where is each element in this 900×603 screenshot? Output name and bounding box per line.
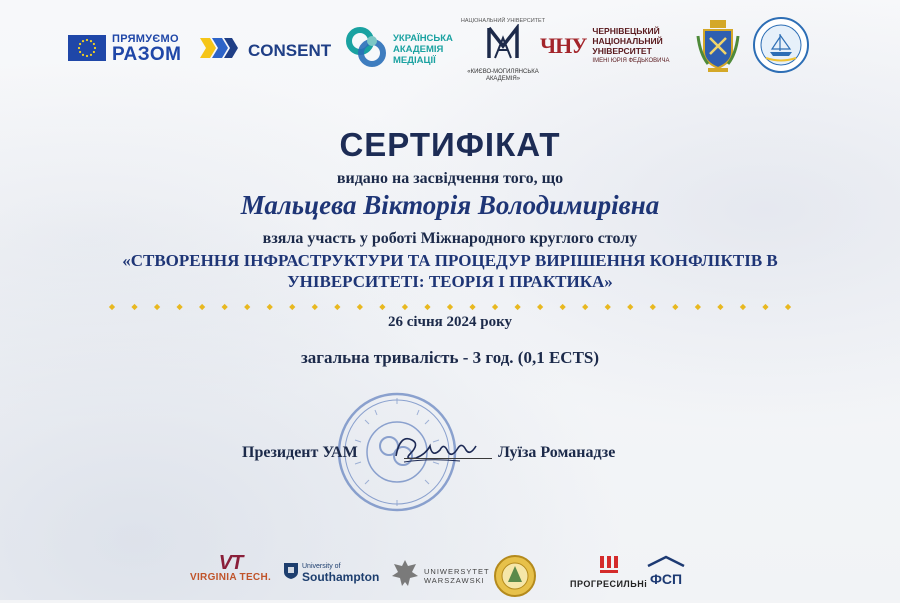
divider-dot <box>469 304 475 310</box>
chnu-line4: ІМЕНІ ЮРІЯ ФЕДЬКОВИЧА <box>592 58 670 64</box>
kma-bottom-line2: АКАДЕМІЯ» <box>485 76 521 82</box>
chnu-mark: ЧНУ <box>540 33 587 58</box>
maritime-university-seal-icon <box>752 16 810 79</box>
chnu-line3: УНІВЕРСИТЕТ <box>592 46 652 56</box>
kma-bottom-line1: «КИЄВО-МОГИЛЯНСЬКА <box>467 69 539 75</box>
kma-monogram-icon <box>481 51 525 68</box>
divider-dot <box>131 304 137 310</box>
chnu-line1: ЧЕРНІВЕЦЬКИЙ <box>592 26 660 36</box>
progres-logo <box>570 554 647 589</box>
uam-line3: МЕДІАЦІЇ <box>393 55 436 66</box>
southampton-line2: Southampton <box>302 570 380 584</box>
divider-dot <box>402 304 408 310</box>
fsp-logo <box>646 554 686 587</box>
signatory-title: Президент УАМ <box>242 444 358 461</box>
southampton-shield-icon <box>283 562 299 585</box>
consent-mark-icon <box>200 36 244 65</box>
eagle-icon <box>390 556 420 595</box>
divider-dot <box>537 304 543 310</box>
divider-dot <box>605 304 611 310</box>
decorative-dot-divider <box>108 298 792 306</box>
divider-dot <box>357 304 363 310</box>
consent-logo <box>200 36 331 65</box>
divider-dot <box>672 304 678 310</box>
vt-mark: VT <box>218 552 243 574</box>
divider-dot <box>222 304 228 310</box>
top-logo-bar <box>60 14 840 84</box>
event-topic-line1: «СТВОРЕННЯ ІНФРАСТРУКТУРИ ТА ПРОЦЕДУР ВИРІШЕННЯ КОНФЛІКТІВ В <box>122 251 778 270</box>
consent-text: CONSENT <box>248 40 332 60</box>
uam-line1: УКРАЇНСЬКА <box>393 33 453 44</box>
southampton-logo <box>283 562 379 585</box>
divider-dot <box>267 304 273 310</box>
divider-dot <box>740 304 746 310</box>
vt-text: VIRGINIA TECH. <box>190 572 272 583</box>
chnu-logo <box>540 26 669 66</box>
bottom-logo-bar <box>180 548 720 600</box>
gold-seal-icon <box>493 554 537 603</box>
divider-dot <box>176 304 182 310</box>
coat-of-arms-icon <box>696 18 740 79</box>
divider-dot <box>154 304 160 310</box>
chnu-line2: НАЦІОНАЛЬНИЙ <box>592 36 663 46</box>
eu-flag-icon <box>68 35 106 61</box>
divider-dot <box>334 304 340 310</box>
divider-dot <box>762 304 768 310</box>
warsaw-line2: WARSZAWSKI <box>424 575 485 585</box>
kma-logo <box>460 18 546 83</box>
event-date: 26 січня 2024 року <box>387 314 513 330</box>
event-topic-line2: УНІВЕРСИТЕТІ: ТЕОРІЯ І ПРАКТИКА» <box>287 272 613 291</box>
divider-dot <box>199 304 205 310</box>
divider-dot <box>785 304 791 310</box>
divider-dot <box>312 304 318 310</box>
fsp-roof-icon <box>646 554 686 571</box>
progres-text: ПРОГРЕСИЛЬНі <box>570 579 648 589</box>
divider-dot <box>695 304 701 310</box>
handwritten-signature-icon <box>390 428 480 473</box>
divider-dot <box>650 304 656 310</box>
warsaw-line1: UNIWERSYTET <box>424 566 490 576</box>
warsaw-university-logo <box>390 556 490 595</box>
divider-dot <box>582 304 588 310</box>
divider-dot <box>109 304 115 310</box>
event-duration: загальна тривалість - 3 год. (0,1 ECTS) <box>300 348 600 367</box>
uam-line2: АКАДЕМІЯ <box>393 44 444 55</box>
recipient-name: Мальцева Вікторія Володимирівна <box>240 190 660 220</box>
signature-line <box>404 458 492 459</box>
kma-caption: НАЦІОНАЛЬНИЙ УНІВЕРСИТЕТ <box>460 18 546 24</box>
divider-dot <box>627 304 633 310</box>
event-topic <box>0 250 900 292</box>
fsp-text: ФСП <box>649 571 683 587</box>
southampton-line1: University of <box>302 563 341 570</box>
divider-dot <box>424 304 430 310</box>
razom-line1: ПРЯМУЄМО <box>112 33 179 45</box>
virginia-tech-logo <box>190 554 271 583</box>
progres-bars-icon <box>598 561 620 578</box>
signatory-name: Луїза Романадзе <box>498 444 616 461</box>
divider-dot <box>447 304 453 310</box>
divider-dot <box>244 304 250 310</box>
divider-dot <box>289 304 295 310</box>
divider-dot <box>514 304 520 310</box>
uam-rings-icon <box>345 26 387 73</box>
divider-dot <box>492 304 498 310</box>
divider-dot <box>717 304 723 310</box>
participation-statement: взяла участь у роботі Міжнародного круглого столу <box>262 230 638 247</box>
certificate-subtitle: видано на засвідчення того, що <box>336 170 564 187</box>
razom-line2: РАЗОМ <box>112 44 182 65</box>
certificate-title: СЕРТИФІКАТ <box>339 126 561 163</box>
divider-dot <box>560 304 566 310</box>
razom-logo <box>112 34 181 64</box>
divider-dot <box>379 304 385 310</box>
